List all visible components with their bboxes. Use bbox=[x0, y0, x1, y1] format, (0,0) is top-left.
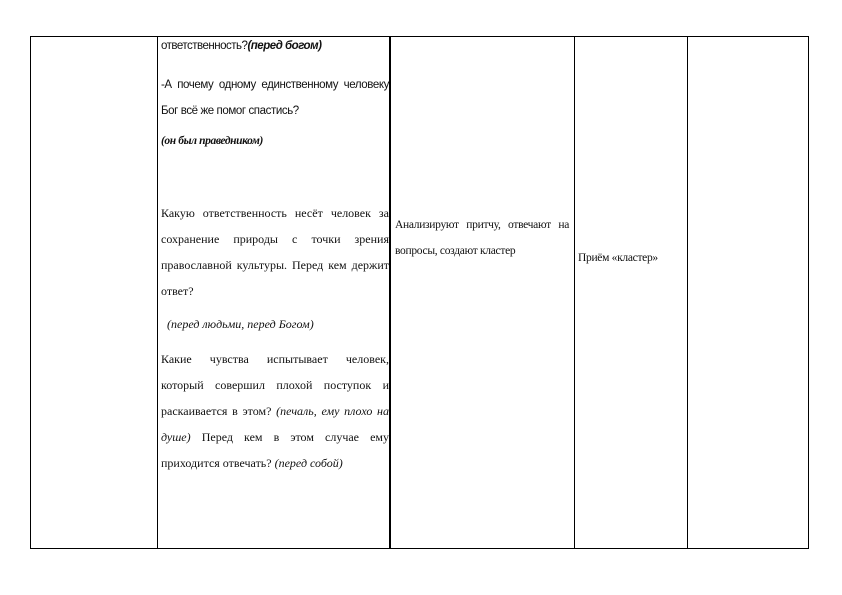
question-3-followup-answer: (перед собой) bbox=[274, 456, 343, 470]
question-3-answer: (печаль, ему плохо на душе) bbox=[161, 404, 390, 444]
table-cell-method bbox=[578, 37, 678, 548]
method-text: Приём «кластер» bbox=[578, 252, 658, 264]
column-divider bbox=[574, 37, 575, 548]
lesson-table bbox=[30, 36, 809, 549]
question-3 bbox=[161, 346, 389, 476]
question-3-text: Какие чувства испытывает человек, который совершил плохой поступок и раскаивается в этом? bbox=[161, 352, 389, 418]
continued-text bbox=[161, 40, 389, 52]
column-divider bbox=[157, 37, 158, 548]
table-cell-empty bbox=[31, 37, 157, 548]
table-cell-questions bbox=[161, 37, 389, 548]
question-1: -А почему одному единственному человеку Бог всё же помог спастись? bbox=[161, 79, 389, 117]
answer-2: (перед людьми, перед Богом) bbox=[167, 317, 314, 331]
continued-text-answer: (перед богом) bbox=[247, 40, 322, 52]
question-2: Какую ответственность несёт человек за сохранение природы с точки зрения православной культуры. Перед кем держит ответ? bbox=[161, 206, 389, 298]
student-activity-text: Анализируют притчу, отвечают на вопросы, создают кластер bbox=[395, 219, 569, 257]
table-cell-empty bbox=[688, 37, 808, 548]
continued-text-main: ответственность? bbox=[161, 40, 248, 52]
question-3-followup: Перед кем в этом случае ему приходится отвечать? bbox=[161, 430, 389, 470]
answer-1: (он был праведником) bbox=[161, 135, 263, 147]
column-divider bbox=[389, 37, 391, 548]
table-cell-student-activity bbox=[395, 37, 569, 548]
